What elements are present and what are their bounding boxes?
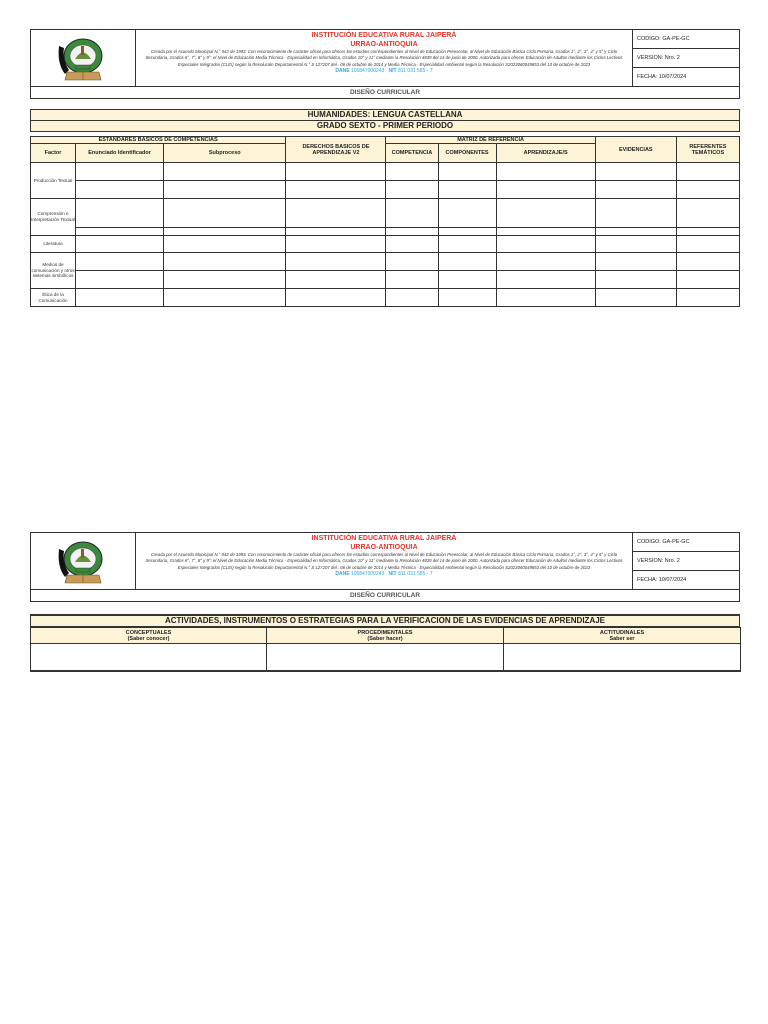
table-cell[interactable] — [595, 236, 676, 253]
table-row — [31, 181, 740, 199]
table-row — [31, 271, 740, 289]
table-cell[interactable] — [438, 163, 496, 181]
identifiers — [139, 571, 629, 577]
grade-period: GRADO SEXTO - PRIMER PERIODO — [316, 121, 454, 130]
procedimentales-header — [267, 628, 504, 644]
table-cell[interactable] — [496, 199, 595, 228]
nit-label: NIT — [388, 68, 397, 75]
nit-label: NIT — [388, 571, 397, 578]
table-cell[interactable] — [164, 289, 286, 307]
school-emblem-icon — [53, 34, 113, 82]
document-date: FECHA: 10/07/2024 — [637, 74, 687, 80]
table-cell[interactable] — [286, 289, 386, 307]
institution-location: URRAO-ANTIOQUIA — [350, 41, 418, 48]
componentes-header: COMPONENTES — [438, 144, 496, 163]
institution-name: INSTITUCIÓN EDUCATIVA RURAL JAIPERÁ — [311, 32, 457, 39]
estandares-group-header: ESTANDARES BASICOS DE COMPETENCIAS — [31, 137, 286, 144]
table-cell[interactable] — [76, 199, 164, 228]
table-cell[interactable] — [76, 181, 164, 199]
subproceso-header: Subproceso — [164, 144, 286, 163]
nit-value: 811 031 585 - 7 — [397, 571, 433, 578]
conceptuales-sublabel: (Saber conocer) — [127, 635, 170, 642]
table-cell[interactable] — [386, 289, 438, 307]
factor-cell: Ética de la Comunicación — [31, 289, 76, 307]
identifiers — [139, 68, 629, 74]
table-cell[interactable] — [438, 289, 496, 307]
document-header — [30, 29, 740, 87]
actitudinales-sublabel: Saber ser — [609, 635, 635, 642]
table-cell[interactable] — [438, 271, 496, 289]
dane-value: 105847000243 — [350, 68, 385, 75]
table-cell[interactable] — [164, 181, 286, 199]
table-cell[interactable] — [164, 236, 286, 253]
table-cell[interactable] — [286, 253, 386, 271]
document-subtitle: DISEÑO CURRICULAR — [30, 590, 740, 602]
referentes-header: REFERENTES TEMÁTICOS — [676, 137, 739, 163]
page-1 — [30, 29, 740, 307]
dba-header: DERECHOS BASICOS DE APRENDIZAJE V2 — [286, 137, 386, 163]
curriculum-table — [30, 136, 740, 307]
dane-label: DANE — [335, 68, 350, 75]
table-cell[interactable] — [496, 163, 595, 181]
document-code: CODIGO: GA-PE-GC — [633, 30, 739, 49]
table-cell[interactable] — [595, 199, 676, 228]
table-cell[interactable] — [76, 271, 164, 289]
table-cell[interactable] — [164, 253, 286, 271]
table-cell[interactable] — [676, 181, 739, 199]
factor-header: Factor — [31, 144, 76, 163]
table-cell[interactable] — [286, 181, 386, 199]
enunciado-header: Enunciado Identificador — [76, 144, 164, 163]
table-cell[interactable] — [595, 228, 676, 236]
table-cell[interactable] — [286, 199, 386, 228]
table-cell[interactable] — [595, 289, 676, 307]
school-emblem-icon — [53, 537, 113, 585]
area-title — [30, 109, 740, 132]
table-cell[interactable] — [438, 181, 496, 199]
table-cell[interactable] — [386, 181, 438, 199]
document-header — [30, 532, 740, 590]
institution-info — [136, 30, 633, 86]
table-cell[interactable] — [595, 181, 676, 199]
table-cell[interactable] — [676, 289, 739, 307]
table-cell[interactable] — [595, 163, 676, 181]
table-cell[interactable] — [386, 163, 438, 181]
procedimentales-sublabel: (Saber hacer) — [367, 635, 403, 642]
table-cell[interactable] — [676, 271, 739, 289]
document-codes — [633, 30, 739, 86]
institution-location: URRAO-ANTIOQUIA — [350, 544, 418, 551]
table-row — [31, 228, 740, 236]
table-cell[interactable] — [386, 228, 438, 236]
table-cell[interactable] — [438, 253, 496, 271]
evidencias-header: EVIDENCIAS — [595, 137, 676, 163]
document-date: FECHA: 10/07/2024 — [637, 577, 687, 583]
area-name: HUMANIDADES: LENGUA CASTELLANA — [31, 110, 739, 121]
table-cell[interactable] — [286, 228, 386, 236]
table-cell[interactable] — [76, 289, 164, 307]
table-cell[interactable] — [676, 163, 739, 181]
table-cell[interactable] — [496, 228, 595, 236]
conceptuales-cell[interactable] — [31, 644, 267, 671]
factor-cell: Comprensión e Interpretación Textual — [31, 199, 76, 236]
dane-label: DANE — [335, 571, 350, 578]
table-cell[interactable] — [286, 236, 386, 253]
table-row — [31, 289, 740, 307]
table-cell[interactable] — [164, 163, 286, 181]
nit-value: 811 031 585 - 7 — [397, 68, 433, 75]
table-cell[interactable] — [164, 228, 286, 236]
table-cell[interactable] — [438, 199, 496, 228]
factor-cell: Medios de comunicación y otros sistemas simbólicos — [31, 253, 76, 289]
evaluation-table — [30, 627, 741, 672]
table-cell[interactable] — [595, 253, 676, 271]
document-subtitle: DISEÑO CURRICULAR — [30, 87, 740, 99]
table-cell[interactable] — [496, 289, 595, 307]
table-cell[interactable] — [676, 253, 739, 271]
table-cell[interactable] — [386, 236, 438, 253]
table-cell[interactable] — [286, 271, 386, 289]
conceptuales-header — [31, 628, 267, 644]
table-cell[interactable] — [496, 236, 595, 253]
table-row — [31, 163, 740, 181]
procedimentales-cell[interactable] — [267, 644, 504, 671]
institution-logo — [31, 30, 136, 86]
conceptuales-label: CONCEPTUALES — [125, 629, 172, 636]
document-version: VERSION: Nro. 2 — [633, 552, 739, 571]
table-row — [31, 253, 740, 271]
competencia-header: COMPETENCIA — [386, 144, 438, 163]
factor-cell: Producción Textual — [31, 163, 76, 199]
table-cell[interactable] — [76, 163, 164, 181]
table-cell[interactable] — [676, 228, 739, 236]
table-cell[interactable] — [386, 271, 438, 289]
document-code: CODIGO: GA-PE-GC — [633, 533, 739, 552]
page-2 — [30, 532, 740, 672]
table-cell[interactable] — [438, 236, 496, 253]
table-cell[interactable] — [386, 253, 438, 271]
table-cell[interactable] — [496, 271, 595, 289]
actitudinales-header — [504, 628, 741, 644]
document-codes — [633, 533, 739, 589]
institution-logo — [31, 533, 136, 589]
evaluation-title: ACTIVIDADES, INSTRUMENTOS O ESTRATEGIAS PARA LA VERIFICACION DE LAS EVIDENCIAS DE APRENDIZAJE — [30, 614, 740, 627]
dane-value: 105847000243 — [350, 571, 385, 578]
actitudinales-cell[interactable] — [504, 644, 741, 671]
procedimentales-label: PROCEDIMENTALES — [357, 629, 413, 636]
institution-info — [136, 533, 633, 589]
legal-text: Creada por el Acuerdo Municipal N.° 042 de 1993. Con reconocimiento de carácter oficial para ofrecer los estudios correspondientes al Nivel de Educación Preescolar, al Nivel de Educación Básica Ciclo Primaria, Grados 1°, 2°, 3°, 4° y 5° y Ciclo Secundaria, Grados 6°, 7°, 8° y 9°; el Nivel de Educación Media Técnica - Especialidad en Informática, Grados 10° y 11° mediante la Resolución 4839 del 14 de junio de 2000. Autorizada para ofrecer Educación de Adultos mediante los Ciclos Lectivos Especiales Integrados (CLEI) según la Resolución Departamental N.° S 127207 del . 06 de octubre de 2014 y Media Técnica - Especialidad Ambiental según la Resolución S2023060049853 del 10 de octubre de 2023 — [145, 552, 623, 570]
table-cell[interactable] — [676, 199, 739, 228]
table-cell[interactable] — [496, 181, 595, 199]
table-cell[interactable] — [496, 253, 595, 271]
table-row — [31, 644, 741, 671]
table-cell[interactable] — [76, 236, 164, 253]
table-cell[interactable] — [438, 228, 496, 236]
table-cell[interactable] — [76, 253, 164, 271]
matriz-group-header: MATRIZ DE REFERENCIA — [386, 137, 595, 144]
table-cell[interactable] — [595, 271, 676, 289]
table-cell[interactable] — [286, 163, 386, 181]
document-version: VERSION: Nro. 2 — [633, 49, 739, 68]
legal-text: Creada por el Acuerdo Municipal N.° 042 de 1993. Con reconocimiento de carácter oficial para ofrecer los estudios correspondientes al Nivel de Educación Preescolar, al Nivel de Educación Básica Ciclo Primaria, Grados 1°, 2°, 3°, 4° y 5° y Ciclo Secundaria, Grados 6°, 7°, 8° y 9°; el Nivel de Educación Media Técnica - Especialidad en Informática, Grados 10° y 11° mediante la Resolución 4839 del 14 de junio de 2000. Autorizada para ofrecer Educación de Adultos mediante los Ciclos Lectivos Especiales Integrados (CLEI) según la Resolución Departamental N.° S 127207 del . 06 de octubre de 2014 y Media Técnica - Especialidad Ambiental según la Resolución S2023060049853 del 10 de octubre de 2023 — [145, 49, 623, 67]
table-cell[interactable] — [676, 236, 739, 253]
table-cell[interactable] — [386, 199, 438, 228]
aprendizajes-header: APRENDIZAJE/S — [496, 144, 595, 163]
institution-name: INSTITUCIÓN EDUCATIVA RURAL JAIPERÁ — [311, 535, 457, 542]
table-row — [31, 199, 740, 228]
table-cell[interactable] — [164, 199, 286, 228]
table-row — [31, 236, 740, 253]
table-cell[interactable] — [76, 228, 164, 236]
actitudinales-label: ACTITUDINALES — [599, 629, 645, 636]
table-cell[interactable] — [164, 271, 286, 289]
factor-cell: Literatura — [31, 236, 76, 253]
